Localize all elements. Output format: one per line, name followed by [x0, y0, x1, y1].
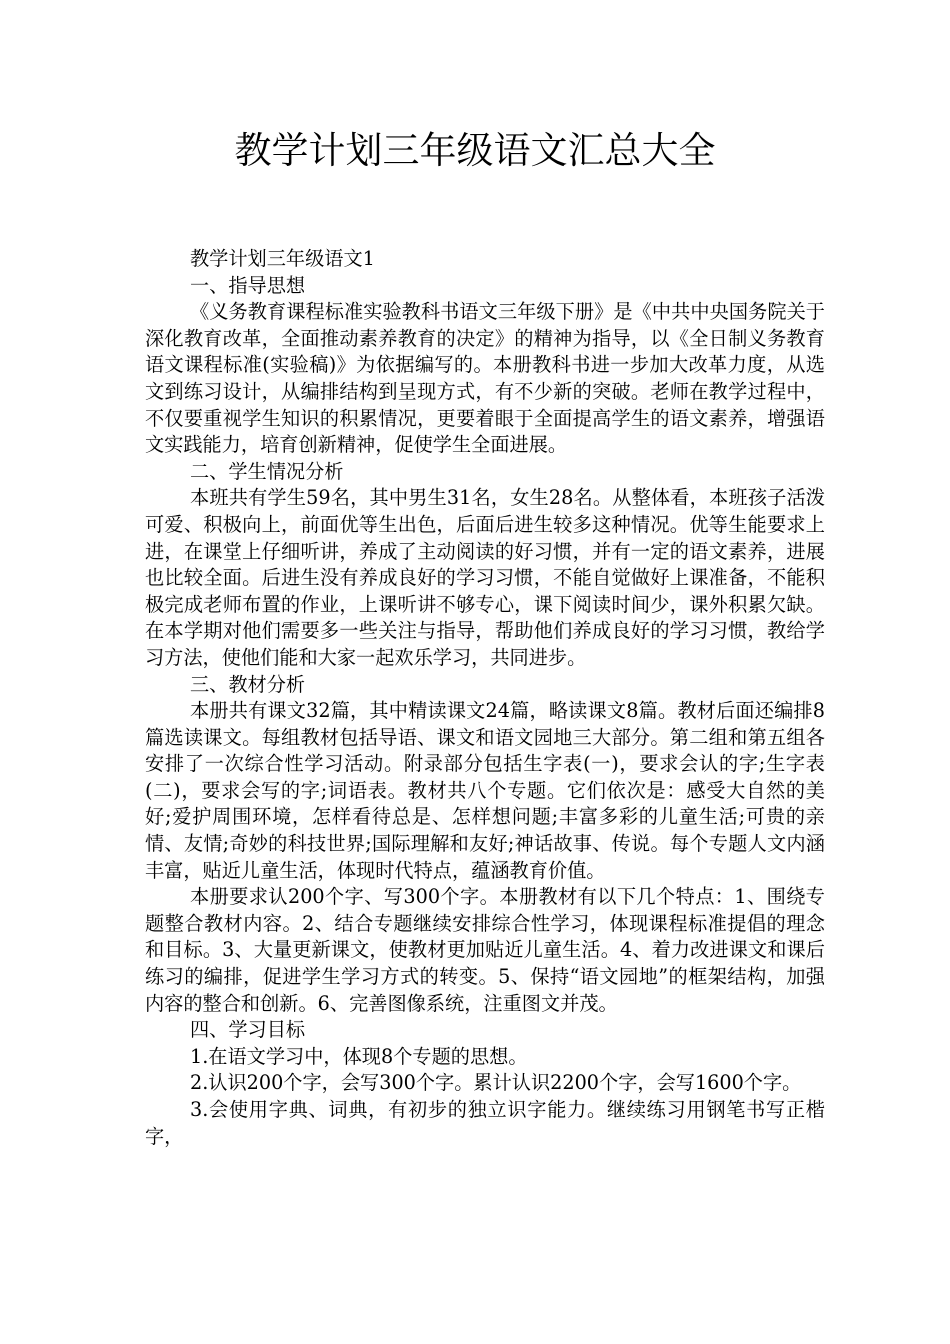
document-title: 教学计划三年级语文汇总大全 — [234, 129, 716, 172]
body-paragraph: 本班共有学生59名，其中男生31名，女生28名。从整体看，本班孩子活泼可爱、积极向上，前面优等生出色，后面后进生较多这种情况。优等生能要求上进，在课堂上仔细听讲，养成了主动阅读的好习惯，并有一定的语文素养，进展也比较全面。后进生没有养成良好的学习习惯，不能自觉做好上课准备，不能积极完成老师布置的作业，上课听讲不够专心，课下阅读时间少，课外积累欠缺。在本学期对他们需要多一些关注与指导，帮助他们养成良好的学习习惯，教给学习方法，使他们能和大家一起欢乐学习，共同进步。 — [145, 486, 825, 669]
section-heading: 一、指导思想 — [190, 273, 306, 297]
list-item: 1.在语文学习中，体现8个专题的思想。 — [190, 1044, 528, 1068]
section-heading: 四、学习目标 — [190, 1018, 306, 1042]
section-heading: 三、教材分析 — [190, 672, 306, 696]
body-paragraph: 本册要求认200个字、写300个字。本册教材有以下几个特点：1、围绕专题整合教材内容。2、结合专题继续安排综合性学习，体现课程标准提倡的理念和目标。3、大量更新课文，使教材更加贴近儿童生活。4、着力改进课文和课后练习的编排，促进学生学习方式的转变。5、保持“语文园地”的框架结构，加强内容的整合和创新。6、完善图像系统，注重图文并茂。 — [145, 885, 825, 1015]
section-heading: 教学计划三年级语文1 — [190, 247, 375, 270]
document-body — [145, 246, 825, 1150]
body-paragraph: 《义务教育课程标准实验教科书语文三年级下册》是《中共中央国务院关于深化教育改革，全面推动素养教育的决定》的精神为指导，以《全日制义务教育语文课程标准(实验稿)》为依据编写的。本册教科书进一步加大改革力度，从选文到练习设计，从编排结构到呈现方式，有不少新的突破。老师在教学过程中，不仅要重视学生知识的积累情况，更要着眼于全面提高学生的语文素养，增强语文实践能力，培育创新精神，促使学生全面进展。 — [145, 300, 825, 457]
section-heading: 二、学生情况分析 — [190, 459, 344, 483]
list-item: 2.认识200个字，会写300个字。累计认识2200个字，会写1600个字。 — [190, 1071, 802, 1095]
body-paragraph: 本册共有课文32篇，其中精读课文24篇，略读课文8篇。教材后面还编排8篇选读课文。每组教材包括导语、课文和语文园地三大部分。第二组和第五组各安排了一次综合性学习活动。附录部分包括生字表(一)，要求会认的字;生字表(二)，要求会写的字;词语表。教材共八个专题。它们依次是：感受大自然的美好;爱护周围环境，怎样看待总是、怎样想问题;丰富多彩的儿童生活;可贵的亲情、友情;奇妙的科技世界;国际理解和友好;神话故事、传说。每个专题人文内涵丰富，贴近儿童生活，体现时代特点，蕴涵教育价值。 — [145, 699, 825, 882]
list-item: 3.会使用字典、词典，有初步的独立识字能力。继续练习用钢笔书写正楷字， — [145, 1098, 825, 1148]
